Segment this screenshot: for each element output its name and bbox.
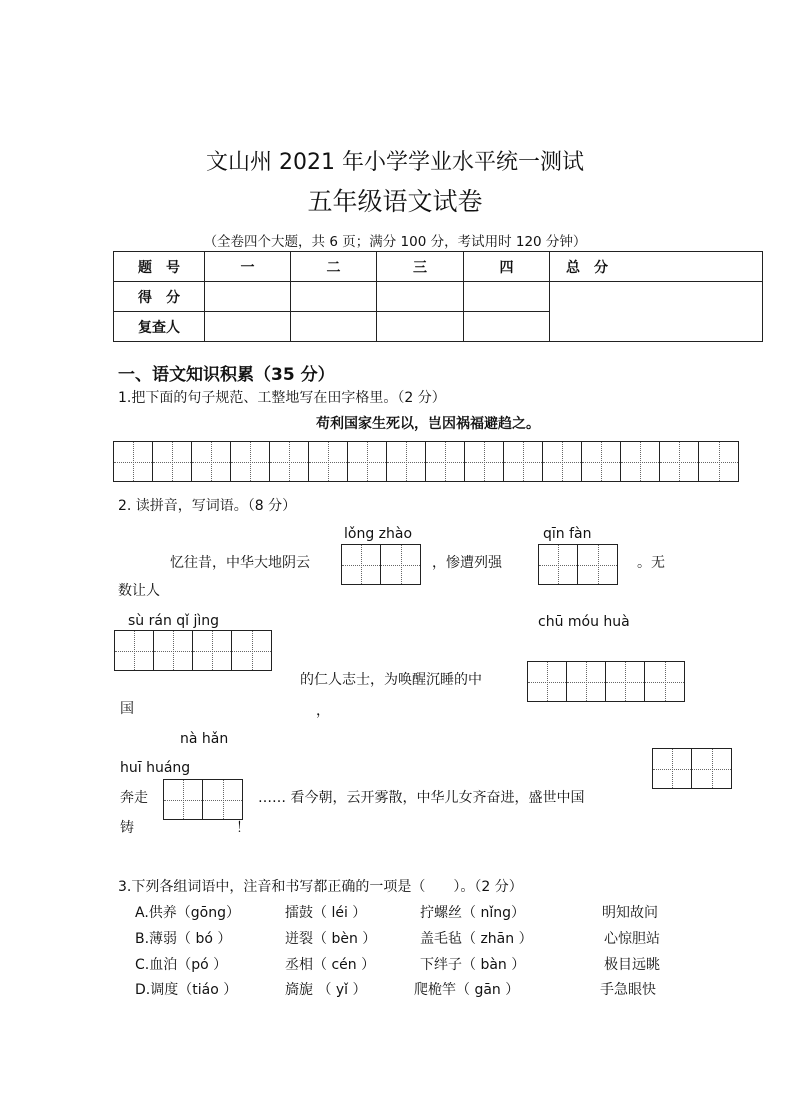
q2-text-4: 数让人	[118, 583, 160, 599]
grid-cell[interactable]	[153, 442, 192, 481]
grid-cell[interactable]	[692, 749, 731, 788]
grid-cell[interactable]	[270, 442, 309, 481]
q2-text-5: 的仁人志士，为唤醒沉睡的中	[300, 672, 482, 688]
col-1: 一	[205, 252, 291, 282]
answer-box-chumouhua[interactable]	[527, 661, 685, 702]
option-d-col4: 手急眼快	[600, 982, 656, 998]
pinyin-huihuang: huī huáng	[120, 760, 191, 776]
reviewer-cell[interactable]	[205, 312, 291, 342]
q2-prompt: 2. 读拼音，写词语。（8 分）	[118, 498, 297, 514]
grid-cell[interactable]	[193, 631, 232, 670]
pinyin-chumouhua: chū móu huà	[538, 614, 630, 630]
q2-text-6: 国	[120, 701, 134, 717]
pinyin-qinfan: qīn fàn	[543, 526, 592, 542]
option-b-col3: 盖毛毡（ zhān ）	[420, 931, 533, 947]
grid-cell[interactable]	[645, 662, 684, 701]
q2-text-10: 铸	[120, 820, 134, 836]
grid-cell[interactable]	[342, 545, 381, 584]
answer-box-qinfan[interactable]	[538, 544, 618, 585]
grid-cell[interactable]	[653, 749, 692, 788]
grid-cell[interactable]	[621, 442, 660, 481]
reviewer-cell[interactable]	[377, 312, 464, 342]
q2-text-9: …… 看今朝，云开雾散，中华儿女齐奋进，盛世中国	[258, 790, 585, 806]
exam-title: 文山州 2021 年小学学业水平统一测试	[206, 150, 584, 175]
option-b-col4: 心惊胆站	[604, 931, 660, 947]
grid-cell[interactable]	[504, 442, 543, 481]
option-b-col1: B.薄弱（ bó ）	[135, 931, 232, 947]
grid-cell[interactable]	[192, 442, 231, 481]
grid-cell[interactable]	[582, 442, 621, 481]
grid-cell[interactable]	[115, 631, 154, 670]
q3-prompt: 3.下列各组词语中，注音和书写都正确的一项是（ ）。（2 分）	[118, 879, 523, 895]
col-3: 三	[377, 252, 464, 282]
row-label-number: 题 号	[114, 252, 205, 282]
grid-cell[interactable]	[465, 442, 504, 481]
grid-cell[interactable]	[606, 662, 645, 701]
grid-cell[interactable]	[381, 545, 420, 584]
reviewer-cell[interactable]	[291, 312, 377, 342]
q1-prompt: 1.把下面的句子规范、工整地写在田字格里。（2 分）	[118, 390, 446, 406]
table-row	[114, 282, 763, 312]
row-label-score: 得 分	[114, 282, 205, 312]
pinyin-nahan: nà hǎn	[180, 731, 229, 747]
grid-cell[interactable]	[154, 631, 193, 670]
q2-text-11: ！	[236, 820, 250, 836]
grid-cell[interactable]	[539, 545, 578, 584]
grid-cell[interactable]	[203, 780, 242, 819]
grid-cell[interactable]	[164, 780, 203, 819]
option-c-col3: 下绊子（ bàn ）	[420, 957, 526, 973]
exam-note: （全卷四个大题，共 6 页；满分 100 分，考试用时 120 分钟）	[203, 234, 587, 250]
q1-writing-grid[interactable]	[113, 441, 739, 482]
grid-cell[interactable]	[387, 442, 426, 481]
score-cell[interactable]	[291, 282, 377, 312]
grid-cell[interactable]	[660, 442, 699, 481]
col-4: 四	[464, 252, 550, 282]
option-a-col4: 明知故问	[602, 905, 658, 921]
q2-text-7: ，	[316, 703, 330, 719]
q1-sentence: 苟利国家生死以，岂因祸福避趋之。	[316, 416, 540, 432]
section-heading: 一、语文知识积累（35 分）	[118, 365, 335, 385]
grid-cell[interactable]	[232, 631, 271, 670]
q2-text-1: 忆往昔，中华大地阴云	[170, 555, 310, 571]
grid-cell[interactable]	[528, 662, 567, 701]
pinyin-longzhao: lǒng zhào	[344, 526, 413, 542]
col-total: 总 分	[550, 252, 763, 282]
reviewer-cell[interactable]	[464, 312, 550, 342]
grid-cell[interactable]	[426, 442, 465, 481]
grid-cell[interactable]	[699, 442, 738, 481]
option-d-col2: 旖旎 （ yǐ ）	[285, 982, 367, 998]
option-b-col2: 迸裂（ bèn ）	[285, 931, 377, 947]
grid-cell[interactable]	[231, 442, 270, 481]
grid-cell[interactable]	[578, 545, 617, 584]
grid-cell[interactable]	[114, 442, 153, 481]
table-row	[114, 252, 763, 282]
answer-box-suranqijing[interactable]	[114, 630, 272, 671]
answer-box-longzhao[interactable]	[341, 544, 421, 585]
option-c-col2: 丞相（ cén ）	[285, 957, 376, 973]
exam-subtitle: 五年级语文试卷	[307, 187, 483, 216]
q2-text-8: 奔走	[120, 790, 148, 806]
option-c-col1: C.血泊（pó ）	[135, 957, 228, 973]
col-2: 二	[291, 252, 377, 282]
score-cell[interactable]	[205, 282, 291, 312]
option-d-col3: 爬桅竿（ gān ）	[414, 982, 520, 998]
option-c-col4: 极目远眺	[604, 957, 660, 973]
option-a-col3: 拧螺丝（ nǐng）	[420, 905, 525, 921]
score-cell[interactable]	[377, 282, 464, 312]
q2-text-3: 。无	[637, 555, 665, 571]
row-label-reviewer: 复查人	[114, 312, 205, 342]
grid-cell[interactable]	[348, 442, 387, 481]
grid-cell[interactable]	[543, 442, 582, 481]
score-cell[interactable]	[464, 282, 550, 312]
answer-box-nahan[interactable]	[652, 748, 732, 789]
score-table	[113, 251, 763, 342]
q2-text-2: ，惨遭列强	[432, 555, 502, 571]
option-d-col1: D.调度（tiáo ）	[135, 982, 238, 998]
pinyin-suranqijing: sù rán qǐ jìng	[128, 613, 220, 629]
answer-box-huihuang[interactable]	[163, 779, 243, 820]
grid-cell[interactable]	[309, 442, 348, 481]
option-a-col1: A.供养（gōng）	[135, 905, 240, 921]
option-a-col2: 擂鼓（ léi ）	[285, 905, 367, 921]
total-cell[interactable]	[550, 282, 763, 342]
grid-cell[interactable]	[567, 662, 606, 701]
